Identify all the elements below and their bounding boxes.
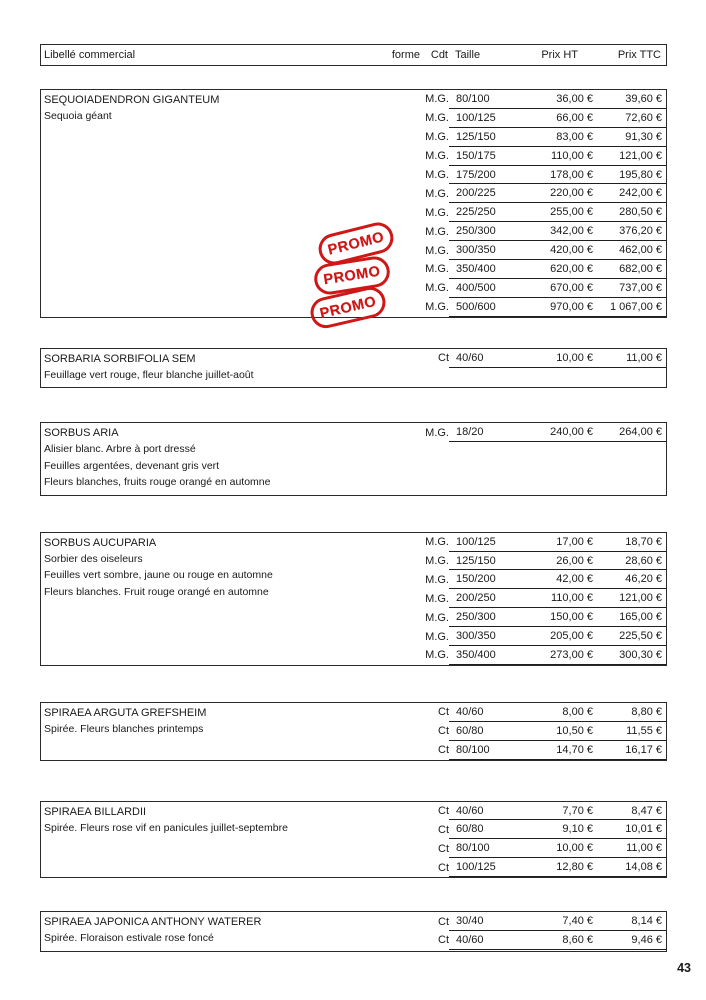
price-row <box>383 222 665 241</box>
price-row <box>383 260 665 279</box>
product-block <box>40 801 667 879</box>
row-taille: 400/500 <box>456 281 496 294</box>
row-priced-cells <box>449 839 666 858</box>
row-prix-ht: 205,00 € <box>550 630 593 643</box>
row-prix-ttc: 682,00 € <box>619 262 662 275</box>
row-priced-cells <box>449 802 666 821</box>
price-row <box>383 931 665 950</box>
row-cdt: Ct <box>438 823 449 836</box>
table-header <box>40 44 667 66</box>
row-cdt: M.G. <box>425 169 449 181</box>
row-prix-ttc: 225,50 € <box>619 630 662 643</box>
row-prix-ht: 10,50 € <box>556 724 593 737</box>
row-taille: 150/200 <box>456 573 496 586</box>
product-name: SORBARIA SORBIFOLIA SEM <box>44 352 196 365</box>
product-block <box>40 911 667 952</box>
promo-stamp: PROMO <box>307 284 388 331</box>
price-row <box>383 858 665 877</box>
row-cdt: Ct <box>438 805 449 818</box>
product-description: Fleurs blanches. Fruit rouge orangé en automne <box>44 585 269 598</box>
row-cdt: Ct <box>438 861 449 874</box>
row-priced-cells <box>449 627 666 646</box>
product-block <box>40 348 667 389</box>
row-prix-ht: 342,00 € <box>550 225 593 238</box>
row-priced-cells <box>449 147 666 166</box>
row-prix-ht: 110,00 € <box>550 149 593 162</box>
row-prix-ttc: 8,80 € <box>631 705 662 718</box>
promo-stamp: PROMO <box>315 219 396 267</box>
row-priced-cells <box>449 222 666 241</box>
row-prix-ttc: 121,00 € <box>619 149 662 162</box>
row-priced-cells <box>449 570 666 589</box>
row-taille: 18/20 <box>456 426 484 439</box>
page-number: 43 <box>677 961 691 975</box>
row-prix-ht: 110,00 € <box>550 592 593 605</box>
row-prix-ht: 83,00 € <box>556 130 593 143</box>
row-cdt: Ct <box>438 706 449 719</box>
row-cdt: M.G. <box>425 244 449 257</box>
price-row <box>383 820 665 839</box>
row-prix-ttc: 462,00 € <box>619 244 662 257</box>
row-prix-ht: 17,00 € <box>556 535 593 548</box>
row-taille: 500/600 <box>456 300 496 313</box>
product-name: SORBUS ARIA <box>44 427 119 440</box>
row-prix-ttc: 9,46 € <box>631 933 662 946</box>
row-cdt: M.G. <box>425 611 449 624</box>
row-priced-cells <box>449 241 666 260</box>
row-prix-ttc: 16,17 € <box>625 743 662 756</box>
price-row <box>383 279 665 298</box>
row-prix-ttc: 242,00 € <box>619 187 662 200</box>
header-prix-ttc: Prix TTC <box>617 48 661 61</box>
row-taille: 225/250 <box>456 206 496 219</box>
row-prix-ht: 620,00 € <box>550 262 593 275</box>
row-prix-ht: 255,00 € <box>550 206 593 219</box>
price-row <box>383 646 665 665</box>
row-prix-ttc: 300,30 € <box>619 648 662 661</box>
price-rows <box>383 533 665 665</box>
row-prix-ht: 7,40 € <box>562 915 593 928</box>
header-cdt: Cdt <box>430 48 448 61</box>
row-prix-ttc: 264,00 € <box>619 426 662 439</box>
row-prix-ht: 670,00 € <box>550 281 593 294</box>
row-taille: 80/100 <box>456 842 490 855</box>
product-info <box>41 349 383 388</box>
row-prix-ttc: 1 067,00 € <box>610 300 662 313</box>
price-row <box>383 349 665 368</box>
row-prix-ttc: 376,20 € <box>619 225 662 238</box>
price-row <box>383 241 665 260</box>
row-prix-ht: 420,00 € <box>550 244 593 257</box>
price-rows <box>383 423 665 495</box>
row-taille: 300/350 <box>456 630 496 643</box>
product-description: Sequoia géant <box>44 110 112 122</box>
row-cdt: M.G. <box>425 93 449 106</box>
row-cdt: M.G. <box>425 187 449 200</box>
row-taille: 150/175 <box>456 149 496 162</box>
row-cdt: M.G. <box>425 225 449 238</box>
price-row <box>383 741 665 760</box>
row-priced-cells <box>449 533 666 552</box>
row-prix-ht: 42,00 € <box>556 573 593 586</box>
product-description: Feuillage vert rouge, fleur blanche juillet-août <box>44 368 254 381</box>
row-taille: 100/125 <box>456 535 496 548</box>
row-prix-ht: 970,00 € <box>550 300 593 313</box>
price-row <box>383 570 665 589</box>
row-prix-ht: 14,70 € <box>556 743 593 756</box>
price-row <box>383 423 665 442</box>
row-prix-ttc: 10,01 € <box>625 823 662 836</box>
row-taille: 300/350 <box>456 244 496 257</box>
row-taille: 60/80 <box>456 724 484 737</box>
header-taille: Taille <box>455 48 481 61</box>
product-block <box>40 532 667 666</box>
price-row <box>383 184 665 203</box>
row-prix-ht: 26,00 € <box>556 554 593 567</box>
row-priced-cells <box>449 722 666 741</box>
price-row <box>383 912 665 931</box>
row-prix-ttc: 11,00 € <box>626 842 662 855</box>
product-description: Spirée. Fleurs rose vif en panicules juillet-septembre <box>44 821 288 834</box>
row-taille: 100/125 <box>456 861 496 874</box>
row-prix-ttc: 11,00 € <box>626 351 662 364</box>
row-prix-ttc: 8,14 € <box>631 915 662 928</box>
row-cdt: M.G. <box>425 426 449 439</box>
row-taille: 100/125 <box>456 111 496 124</box>
row-cdt: M.G. <box>425 263 449 276</box>
row-prix-ttc: 280,50 € <box>619 206 662 219</box>
row-priced-cells <box>449 589 666 608</box>
row-taille: 350/400 <box>456 262 496 275</box>
row-prix-ttc: 14,08 € <box>625 861 662 874</box>
row-taille: 40/60 <box>456 933 484 946</box>
price-row <box>383 552 665 571</box>
row-priced-cells <box>449 703 666 722</box>
row-priced-cells <box>449 349 666 368</box>
row-taille: 250/300 <box>456 611 496 624</box>
row-prix-ttc: 91,30 € <box>625 130 662 143</box>
price-row <box>383 109 665 128</box>
row-prix-ttc: 72,60 € <box>625 111 662 124</box>
row-prix-ht: 9,10 € <box>562 823 593 836</box>
row-priced-cells <box>449 820 666 839</box>
product-block <box>40 89 667 322</box>
row-priced-cells <box>449 552 666 571</box>
product-info <box>41 912 383 951</box>
product-description: Spirée. Floraison estivale rose foncé <box>44 932 214 945</box>
row-taille: 125/150 <box>456 130 496 143</box>
product-name: SEQUOIADENDRON GIGANTEUM <box>44 94 220 106</box>
product-description: Spirée. Fleurs blanches printemps <box>44 722 204 735</box>
row-prix-ht: 8,00 € <box>562 705 593 718</box>
row-cdt: M.G. <box>425 649 449 662</box>
price-row <box>383 802 665 821</box>
row-prix-ht: 8,60 € <box>562 933 593 946</box>
row-prix-ht: 240,00 € <box>550 426 593 439</box>
row-cdt: M.G. <box>425 112 449 125</box>
row-taille: 125/150 <box>456 554 496 567</box>
price-row <box>383 147 665 166</box>
row-prix-ttc: 46,20 € <box>625 573 662 586</box>
row-taille: 40/60 <box>456 705 484 718</box>
row-priced-cells <box>449 184 666 203</box>
product-info <box>41 533 383 665</box>
price-rows <box>383 703 665 760</box>
row-priced-cells <box>449 423 666 442</box>
row-prix-ht: 150,00 € <box>550 611 593 624</box>
row-cdt: M.G. <box>425 536 449 549</box>
price-row <box>383 722 665 741</box>
row-cdt: Ct <box>438 744 449 757</box>
price-row <box>383 90 665 109</box>
row-taille: 250/300 <box>456 225 496 238</box>
row-taille: 200/250 <box>456 592 496 605</box>
row-priced-cells <box>449 279 666 298</box>
row-priced-cells <box>449 912 666 931</box>
row-priced-cells <box>449 608 666 627</box>
product-description: Feuilles argentées, devenant gris vert <box>44 459 220 472</box>
row-cdt: M.G. <box>425 131 449 144</box>
header-forme: forme <box>391 48 420 61</box>
row-prix-ht: 178,00 € <box>550 168 593 181</box>
row-cdt: M.G. <box>425 555 449 568</box>
row-prix-ht: 10,00 € <box>556 351 593 364</box>
row-prix-ht: 220,00 € <box>550 187 593 200</box>
row-cdt: Ct <box>438 842 449 855</box>
price-row <box>383 298 665 317</box>
row-prix-ttc: 11,55 € <box>626 724 662 737</box>
row-priced-cells <box>449 931 666 950</box>
price-row <box>383 533 665 552</box>
product-description: Feuilles vert sombre, jaune ou rouge en automne <box>44 569 273 582</box>
row-priced-cells <box>449 109 666 128</box>
price-rows <box>383 349 665 388</box>
header-prix-ht: Prix HT <box>541 48 578 61</box>
row-priced-cells <box>449 128 666 147</box>
row-cdt: M.G. <box>425 573 449 586</box>
product-block <box>40 702 667 761</box>
product-name: SPIRAEA JAPONICA ANTHONY WATERER <box>44 916 262 929</box>
row-priced-cells <box>449 858 666 877</box>
row-cdt: M.G. <box>425 206 449 219</box>
row-taille: 80/100 <box>456 92 490 105</box>
row-cdt: Ct <box>438 934 449 947</box>
row-prix-ht: 36,00 € <box>556 92 593 105</box>
price-row <box>383 203 665 222</box>
row-prix-ttc: 121,00 € <box>619 592 662 605</box>
promo-stamp: PROMO <box>312 254 392 297</box>
row-prix-ht: 12,80 € <box>556 861 593 874</box>
price-row <box>383 128 665 147</box>
row-priced-cells <box>449 203 666 222</box>
row-priced-cells <box>449 166 666 185</box>
header-libelle-commercial: Libellé commercial <box>44 48 136 61</box>
row-cdt: M.G. <box>425 150 449 163</box>
product-block <box>40 422 667 496</box>
row-taille: 350/400 <box>456 648 496 661</box>
row-priced-cells <box>449 741 666 760</box>
row-cdt: M.G. <box>425 301 449 314</box>
product-blocks <box>40 66 667 952</box>
row-prix-ht: 66,00 € <box>556 111 593 124</box>
row-cdt: Ct <box>438 725 449 738</box>
product-name: SORBUS AUCUPARIA <box>44 536 157 549</box>
row-priced-cells <box>449 646 666 665</box>
product-info <box>41 423 383 495</box>
row-cdt: Ct <box>438 915 449 928</box>
row-taille: 40/60 <box>456 804 484 817</box>
product-description: Alisier blanc. Arbre à port dressé <box>44 443 196 456</box>
row-cdt: Ct <box>438 352 449 365</box>
row-taille: 40/60 <box>456 351 484 364</box>
price-rows <box>383 802 665 878</box>
row-prix-ht: 273,00 € <box>550 648 593 661</box>
row-cdt: M.G. <box>425 630 449 643</box>
price-rows <box>383 912 665 951</box>
product-name: SPIRAEA ARGUTA GREFSHEIM <box>44 706 207 719</box>
row-cdt: M.G. <box>425 282 449 295</box>
row-priced-cells <box>449 260 666 279</box>
row-prix-ht: 10,00 € <box>556 842 593 855</box>
price-row <box>383 589 665 608</box>
row-priced-cells <box>449 298 666 317</box>
product-name: SPIRAEA BILLARDII <box>44 805 147 818</box>
row-prix-ttc: 165,00 € <box>619 611 662 624</box>
row-taille: 200/225 <box>456 187 496 200</box>
row-prix-ht: 7,70 € <box>562 804 593 817</box>
price-row <box>383 166 665 185</box>
row-prix-ttc: 195,80 € <box>619 168 662 181</box>
price-row <box>383 703 665 722</box>
row-cdt: M.G. <box>425 592 449 605</box>
row-taille: 30/40 <box>456 915 484 928</box>
row-prix-ttc: 28,60 € <box>625 554 662 567</box>
product-info <box>41 703 383 760</box>
product-description: Fleurs blanches, fruits rouge orangé en automne <box>44 476 271 489</box>
row-prix-ttc: 737,00 € <box>619 281 662 294</box>
row-taille: 80/100 <box>456 743 490 756</box>
row-prix-ttc: 39,60 € <box>625 92 662 105</box>
price-rows <box>383 90 665 317</box>
product-description: Sorbier des oiseleurs <box>44 552 143 565</box>
row-prix-ttc: 18,70 € <box>625 535 662 548</box>
price-row <box>383 839 665 858</box>
row-prix-ttc: 8,47 € <box>631 804 662 817</box>
price-row <box>383 608 665 627</box>
price-row <box>383 627 665 646</box>
product-info <box>41 802 383 878</box>
row-taille: 60/80 <box>456 823 484 836</box>
row-priced-cells <box>449 90 666 109</box>
row-taille: 175/200 <box>456 168 496 181</box>
